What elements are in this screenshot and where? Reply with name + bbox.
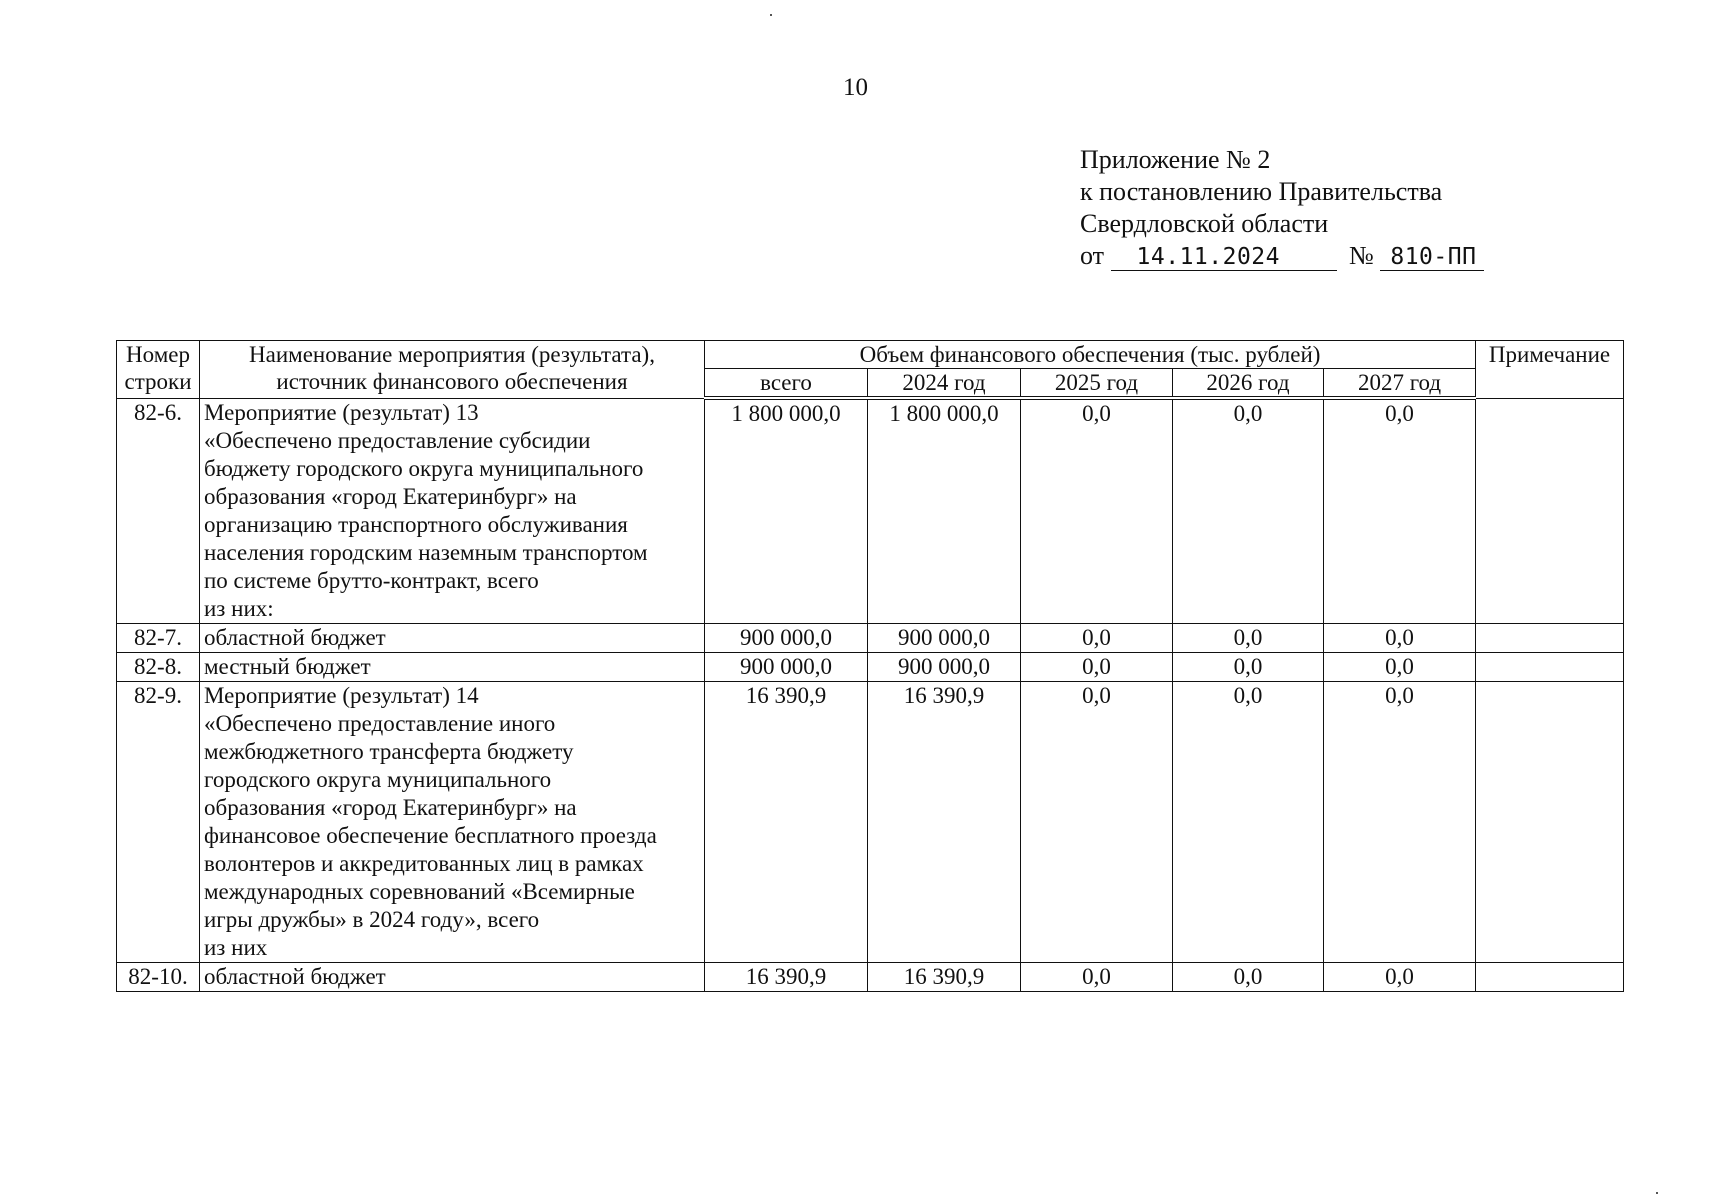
table-row (117, 623, 1624, 652)
row-2027-cell: 0,0 (1324, 623, 1476, 652)
appendix-title: Приложение № 2 (1080, 145, 1271, 174)
header-total: всего (705, 369, 868, 399)
row-name-line: организацию транспортного обслуживания (204, 511, 628, 537)
row-2027-cell: 0,0 (1324, 652, 1476, 681)
row-number-cell: 82-10. (117, 962, 200, 991)
row-name-line: из них: (204, 595, 274, 621)
scan-speck-top (770, 14, 772, 16)
row-2027-cell: 0,0 (1324, 681, 1476, 962)
header-name: Наименование мероприятия (результата), источник финансового обеспечения (200, 341, 705, 399)
row-note-cell (1476, 398, 1624, 623)
row-total-cell: 16 390,9 (705, 681, 868, 962)
row-name-line: населения городским наземным транспортом (204, 539, 648, 565)
table-row (117, 398, 1624, 623)
row-2026-cell: 0,0 (1173, 623, 1324, 652)
row-name-line: по системе брутто-контракт, всего (204, 567, 539, 593)
row-total-cell: 900 000,0 (705, 652, 868, 681)
row-note-cell (1476, 681, 1624, 962)
row-number-cell: 82-7. (117, 623, 200, 652)
row-name-line: местный бюджет (204, 653, 371, 679)
row-2026-cell: 0,0 (1173, 652, 1324, 681)
header-2025: 2025 год (1021, 369, 1173, 399)
row-name-line: «Обеспечено предоставление иного (204, 710, 556, 736)
row-2024-cell: 16 390,9 (868, 681, 1021, 962)
row-2027-cell: 0,0 (1324, 962, 1476, 991)
row-name-cell (200, 652, 705, 681)
page-number: 10 (843, 74, 868, 101)
appendix-date-number-line (1080, 240, 1484, 272)
appendix-header (1080, 144, 1484, 272)
row-name-line: межбюджетного трансферта бюджету (204, 738, 574, 764)
scan-speck-bottom (1656, 1192, 1658, 1194)
row-name-line: образования «город Екатеринбург» на (204, 794, 577, 820)
number-prefix: № (1349, 241, 1374, 270)
row-name-line: из них (204, 934, 268, 960)
date-prefix: от (1080, 241, 1105, 270)
header-2026: 2026 год (1173, 369, 1324, 399)
row-total-cell: 900 000,0 (705, 623, 868, 652)
decree-date (1111, 243, 1337, 271)
decree-number (1380, 243, 1484, 271)
header-note: Примечание (1476, 341, 1624, 399)
table-header-row-1 (117, 341, 1624, 369)
row-name-cell (200, 681, 705, 962)
row-2026-cell: 0,0 (1173, 962, 1324, 991)
table-row (117, 681, 1624, 962)
row-name-line: образования «город Екатеринбург» на (204, 483, 577, 509)
header-row-number: Номер строки (117, 341, 200, 399)
row-name-line: областной бюджет (204, 963, 386, 989)
row-number-cell: 82-6. (117, 398, 200, 623)
row-name-cell (200, 398, 705, 623)
row-name-line: международных соревнований «Всемирные (204, 878, 635, 904)
row-note-cell (1476, 962, 1624, 991)
row-note-cell (1476, 623, 1624, 652)
row-name-line: городского округа муниципального (204, 766, 552, 792)
funding-table (116, 340, 1624, 992)
row-name-line: игры дружбы» в 2024 году», всего (204, 906, 540, 932)
row-name-line: финансовое обеспечение бесплатного проезда (204, 822, 657, 848)
row-name-cell (200, 623, 705, 652)
row-2025-cell: 0,0 (1021, 623, 1173, 652)
row-name-line: волонтеров и аккредитованных лиц в рамках (204, 850, 644, 876)
row-name-line: Мероприятие (результат) 13 (204, 399, 479, 425)
table-body (117, 398, 1624, 991)
row-name-line: бюджету городского округа муниципального (204, 455, 644, 481)
header-2027: 2027 год (1324, 369, 1476, 399)
row-2024-cell: 1 800 000,0 (868, 398, 1021, 623)
row-name-line: областной бюджет (204, 624, 386, 650)
decree-date-value: 14.11.2024 (1136, 244, 1281, 270)
row-note-cell (1476, 652, 1624, 681)
row-2025-cell: 0,0 (1021, 398, 1173, 623)
row-total-cell: 1 800 000,0 (705, 398, 868, 623)
header-2024: 2024 год (868, 369, 1021, 399)
row-name-cell (200, 962, 705, 991)
row-name-line: «Обеспечено предоставление субсидии (204, 427, 591, 453)
row-2024-cell: 900 000,0 (868, 652, 1021, 681)
row-2025-cell: 0,0 (1021, 962, 1173, 991)
row-total-cell: 16 390,9 (705, 962, 868, 991)
row-2026-cell: 0,0 (1173, 398, 1324, 623)
row-2026-cell: 0,0 (1173, 681, 1324, 962)
table-row (117, 962, 1624, 991)
header-funding-group: Объем финансового обеспечения (тыс. рублей) (705, 341, 1476, 369)
row-name-line: Мероприятие (результат) 14 (204, 682, 479, 708)
table-row (117, 652, 1624, 681)
row-2024-cell: 16 390,9 (868, 962, 1021, 991)
appendix-decree-ref: к постановлению Правительства (1080, 177, 1443, 206)
decree-number-value: 810-ПП (1390, 244, 1477, 270)
row-2024-cell: 900 000,0 (868, 623, 1021, 652)
row-number-cell: 82-8. (117, 652, 200, 681)
row-2025-cell: 0,0 (1021, 652, 1173, 681)
row-2027-cell: 0,0 (1324, 398, 1476, 623)
row-number-cell: 82-9. (117, 681, 200, 962)
appendix-region: Свердловской области (1080, 209, 1329, 238)
row-2025-cell: 0,0 (1021, 681, 1173, 962)
